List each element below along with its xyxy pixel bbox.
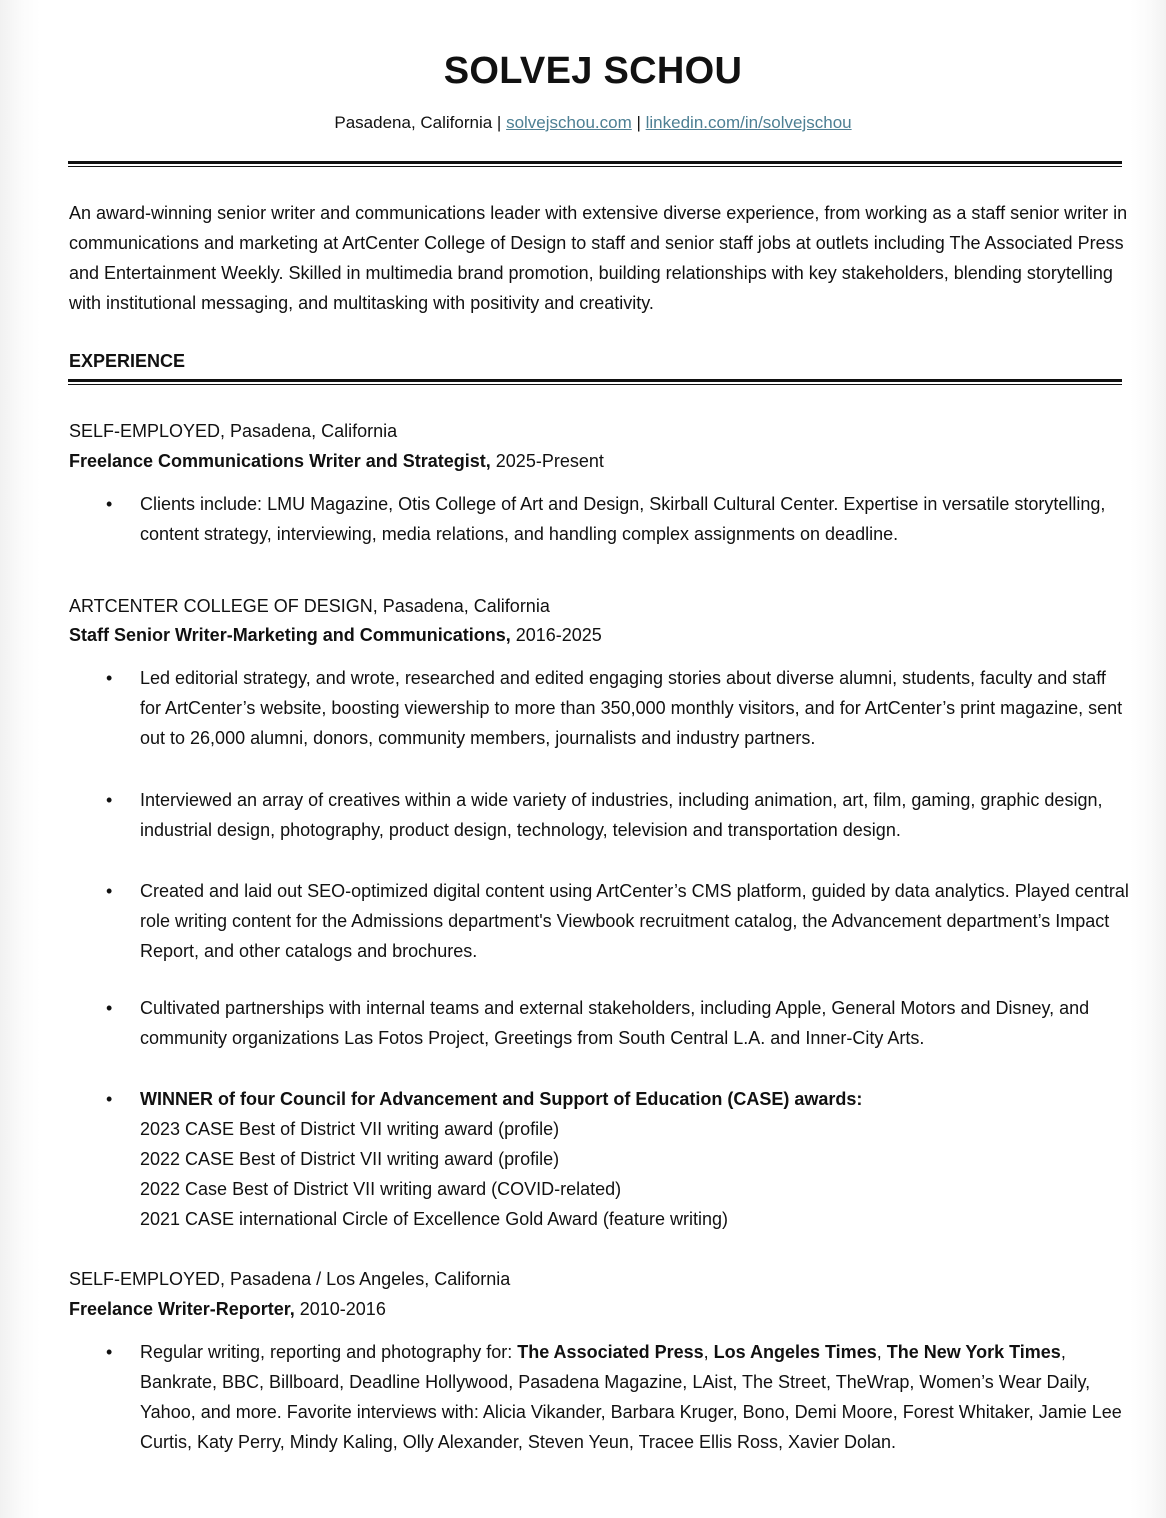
- bullet-text: Cultivated partnerships with internal teams and external stakeholders, including Apple, General Motors and Disney, and community organizations Las Fotos Project, Greetings from South Central L.A. and Inner-City Arts.: [140, 998, 1090, 1048]
- bullet-text: Led editorial strategy, and wrote, researched and edited engaging stories about diverse alumni, students, faculty and staff for ArtCenter’s website, boosting viewership to more than 350,000 monthly visitors, and for ArtCenter’s print magazine, sent out to 26,000 alumni, donors, community members, journalists and industry partners.: [140, 668, 1123, 748]
- job-employer: ARTCENTER COLLEGE OF DESIGN, Pasadena, California: [69, 596, 550, 616]
- awards-heading: WINNER of four Council for Advancement and Support of Education (CASE) awards:: [140, 1089, 863, 1109]
- bullet-text: Interviewed an array of creatives within a wide variety of industries, including animation, art, film, gaming, graphic design, industrial design, photography, product design, technology, television and transportation design.: [140, 790, 1103, 840]
- job-dates: 2010-2016: [294, 1299, 386, 1319]
- award-item: 2023 CASE Best of District VII writing award (profile): [140, 1119, 560, 1139]
- outlet-name: Los Angeles Times: [713, 1342, 877, 1362]
- separator: |: [492, 113, 507, 132]
- location: Pasadena, California: [334, 113, 493, 132]
- resume-name: SOLVEJ SCHOU: [443, 50, 743, 92]
- bullet-glyph: •: [106, 668, 113, 688]
- experience-heading: EXPERIENCE: [69, 351, 186, 371]
- bullet-text: Created and laid out SEO-optimized digital content using ArtCenter’s CMS platform, guided by data analytics. Played central role writing content for the Admissions department's Viewbook recruitment catalog, the Advancement department’s Impact Report, and other catalogs and brochures.: [140, 881, 1129, 961]
- job-employer: SELF-EMPLOYED, Pasadena / Los Angeles, California: [69, 1269, 511, 1289]
- job-employer: SELF-EMPLOYED, Pasadena, California: [69, 421, 398, 441]
- experience-divider: [68, 379, 1122, 385]
- bullet-glyph: •: [106, 881, 113, 901]
- award-item: 2022 CASE Best of District VII writing award (profile): [140, 1149, 560, 1169]
- award-item: 2022 Case Best of District VII writing award (COVID-related): [140, 1179, 622, 1199]
- bullet-intro: Regular writing, reporting and photography for:: [140, 1342, 518, 1362]
- linkedin-link[interactable]: linkedin.com/in/solvejschou: [645, 113, 852, 132]
- bullet-text: Clients include: LMU Magazine, Otis College of Art and Design, Skirball Cultural Center. Expertise in versatile storytelling, content strategy, interviewing, media relations, and handling complex assignments on deadline.: [140, 494, 1106, 544]
- job-dates: 2025-Present: [490, 451, 604, 471]
- website-link[interactable]: solvejschou.com: [506, 113, 632, 132]
- bullet-glyph: •: [106, 1342, 113, 1362]
- job-title-line: [69, 620, 1129, 650]
- bullet-glyph: •: [106, 1089, 113, 1109]
- summary-paragraph: An award-winning senior writer and communications leader with extensive diverse experience, from working as a staff senior writer in communications and marketing at ArtCenter College of Design to staff and senior staff jobs at outlets including The Associated Press and Entertainment Weekly. Skilled in multimedia brand promotion, building relationships with key stakeholders, blending storytelling with institutional messaging, and multitasking with positivity and creativity.: [69, 203, 1128, 313]
- outlet-name: The New York Times: [886, 1342, 1061, 1362]
- bullet-rest: Bankrate, BBC, Billboard, Deadline Hollywood, Pasadena Magazine, LAist, The Street, TheWrap, Women’s Wear Daily, Yahoo, and more. Favorite interviews with: Alicia Vikander, Barbara Kruger, Bono, Demi Moore, Forest Whitaker, Jamie Lee Curtis, Katy Perry, Mindy Kaling, Olly Alexander, Steven Yeun, Tracee Ellis Ross, Xavier Dolan.: [140, 1372, 1122, 1452]
- job-dates: 2016-2025: [510, 625, 602, 645]
- outlet-name: The Associated Press: [517, 1342, 704, 1362]
- separator: ,: [876, 1342, 887, 1362]
- awards-block: [140, 1084, 1130, 1234]
- job-title: Freelance Communications Writer and Strategist,: [69, 451, 491, 471]
- header-divider: [68, 161, 1122, 167]
- bullet-glyph: •: [106, 494, 113, 514]
- job-title-line: [69, 446, 1129, 476]
- job-title: Freelance Writer-Reporter,: [69, 1299, 295, 1319]
- contact-line: [0, 113, 1166, 133]
- job-title: Staff Senior Writer-Marketing and Communications,: [69, 625, 511, 645]
- job-title-line: [69, 1294, 1129, 1324]
- bullet-glyph: •: [106, 998, 113, 1018]
- separator: |: [631, 113, 646, 132]
- bullet-text: [140, 1337, 1130, 1457]
- separator: ,: [1060, 1342, 1066, 1362]
- award-item: 2021 CASE international Circle of Excellence Gold Award (feature writing): [140, 1209, 728, 1229]
- separator: ,: [703, 1342, 714, 1362]
- bullet-glyph: •: [106, 790, 113, 810]
